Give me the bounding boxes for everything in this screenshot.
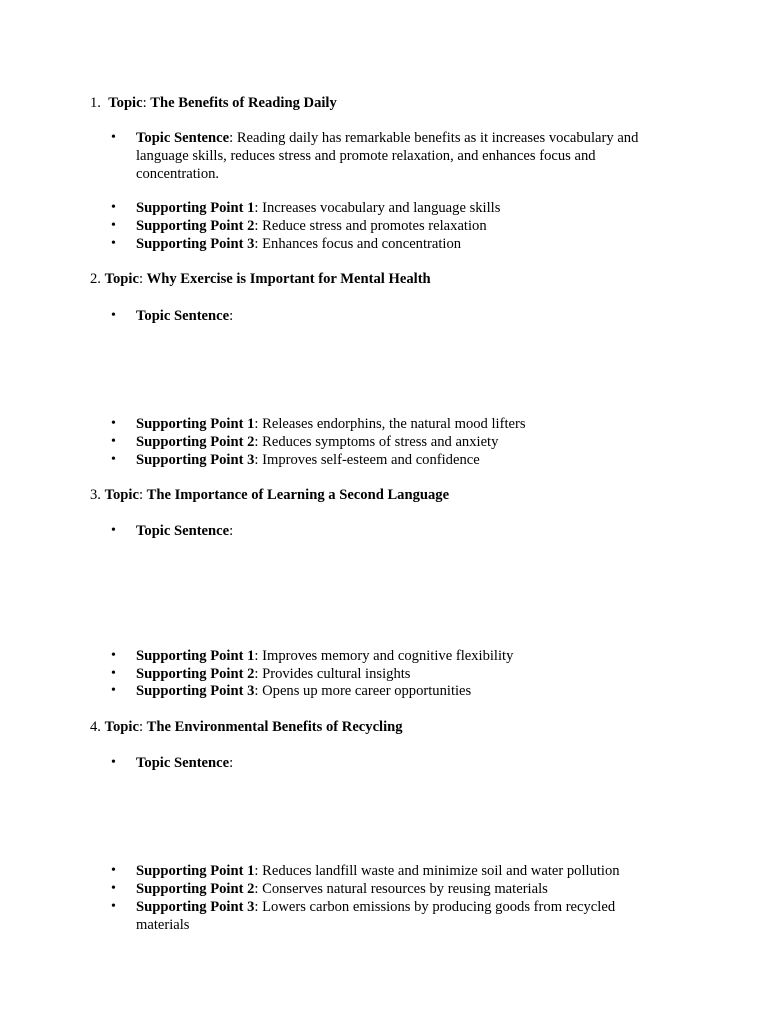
topic-label: Topic xyxy=(104,487,139,503)
topic-sentence-item: • Topic Sentence: xyxy=(136,307,666,325)
topic-number: 1. xyxy=(90,95,101,111)
topic-label: Topic xyxy=(108,95,143,111)
supporting-point-item: • Supporting Point 2: Conserves natural resources by reusing materials xyxy=(136,880,666,898)
supporting-point-item: • Supporting Point 3: Enhances focus and concentration xyxy=(136,235,666,253)
supporting-point-item: • Supporting Point 2: Reduces symptoms of stress and anxiety xyxy=(136,433,666,451)
supporting-point-label: Supporting Point 2 xyxy=(136,881,255,897)
supporting-point-label: Supporting Point 3 xyxy=(136,899,255,915)
supporting-point-text: Conserves natural resources by reusing materials xyxy=(262,881,548,897)
supporting-point-item: • Supporting Point 1: Improves memory and cognitive flexibility xyxy=(136,647,666,665)
topic-sentence-text: Reading daily has remarkable benefits as it increases vocabulary and language skills, reduces stress and promote relaxation, and enhances focus and concentration. xyxy=(136,130,639,182)
supporting-point-text: Lowers carbon emissions by producing goods from recycled materials xyxy=(136,899,616,933)
topic-number: 4. xyxy=(90,719,101,735)
supporting-point-item: • Supporting Point 1: Releases endorphins, the natural mood lifters xyxy=(136,415,666,433)
supporting-point-label: Supporting Point 3 xyxy=(136,683,255,699)
topic-title: The Environmental Benefits of Recycling xyxy=(146,719,403,735)
supporting-point-label: Supporting Point 3 xyxy=(136,236,255,252)
topic-heading: 3. Topic: The Importance of Learning a Second Language xyxy=(90,487,450,503)
topic-sentence-item: • Topic Sentence: xyxy=(136,522,666,540)
supporting-point-item: • Supporting Point 2: Provides cultural insights xyxy=(136,665,666,683)
supporting-point-item: • Supporting Point 1: Reduces landfill waste and minimize soil and water pollution xyxy=(136,862,666,880)
topic-sentence-label: Topic Sentence xyxy=(136,308,230,324)
topic-label: Topic xyxy=(104,719,139,735)
topic-number: 3. xyxy=(90,487,101,503)
topic-label: Topic xyxy=(104,271,139,287)
topic-sentence-label: Topic Sentence xyxy=(136,130,230,146)
topic-title: The Benefits of Reading Daily xyxy=(150,95,337,111)
supporting-point-item: • Supporting Point 3: Lowers carbon emissions by producing goods from recycled materials xyxy=(136,898,666,934)
topic-heading: 1. Topic: The Benefits of Reading Daily xyxy=(90,95,337,111)
supporting-point-label: Supporting Point 2 xyxy=(136,434,255,450)
supporting-point-item: • Supporting Point 3: Improves self-esteem and confidence xyxy=(136,451,666,469)
supporting-point-label: Supporting Point 2 xyxy=(136,218,255,234)
supporting-point-label: Supporting Point 1 xyxy=(136,416,255,432)
supporting-point-item: • Supporting Point 1: Increases vocabulary and language skills xyxy=(136,199,666,217)
topic-heading: 4. Topic: The Environmental Benefits of Recycling xyxy=(90,719,403,735)
supporting-point-label: Supporting Point 1 xyxy=(136,200,255,216)
topic-sentence-label: Topic Sentence xyxy=(136,755,230,771)
topic-title: Why Exercise is Important for Mental Health xyxy=(146,271,431,287)
supporting-point-text: Reduce stress and promotes relaxation xyxy=(262,218,487,234)
topic-number: 2. xyxy=(90,271,101,287)
supporting-point-text: Reduces symptoms of stress and anxiety xyxy=(262,434,499,450)
supporting-point-text: Enhances focus and concentration xyxy=(262,236,462,252)
supporting-point-text: Opens up more career opportunities xyxy=(262,683,472,699)
supporting-point-text: Improves memory and cognitive flexibility xyxy=(262,648,514,664)
topic-heading: 2. Topic: Why Exercise is Important for Mental Health xyxy=(90,271,431,287)
topic-sentence-item: • Topic Sentence: xyxy=(136,754,666,772)
supporting-point-text: Improves self-esteem and confidence xyxy=(262,452,480,468)
topic-title: The Importance of Learning a Second Language xyxy=(146,487,450,503)
topic-sentence-item: • Topic Sentence: Reading daily has remarkable benefits as it increases vocabulary and language skills, reduces stress and promote relaxation, and enhances focus and concentration. xyxy=(136,129,666,183)
supporting-point-item: • Supporting Point 2: Reduce stress and promotes relaxation xyxy=(136,217,666,235)
supporting-point-text: Releases endorphins, the natural mood lifters xyxy=(262,416,526,432)
supporting-point-label: Supporting Point 2 xyxy=(136,666,255,682)
supporting-point-text: Reduces landfill waste and minimize soil and water pollution xyxy=(262,863,620,879)
supporting-point-label: Supporting Point 1 xyxy=(136,863,255,879)
supporting-point-item: • Supporting Point 3: Opens up more career opportunities xyxy=(136,682,666,700)
supporting-point-text: Provides cultural insights xyxy=(262,666,411,682)
supporting-point-label: Supporting Point 1 xyxy=(136,648,255,664)
supporting-point-text: Increases vocabulary and language skills xyxy=(262,200,501,216)
supporting-point-label: Supporting Point 3 xyxy=(136,452,255,468)
topic-sentence-label: Topic Sentence xyxy=(136,523,230,539)
